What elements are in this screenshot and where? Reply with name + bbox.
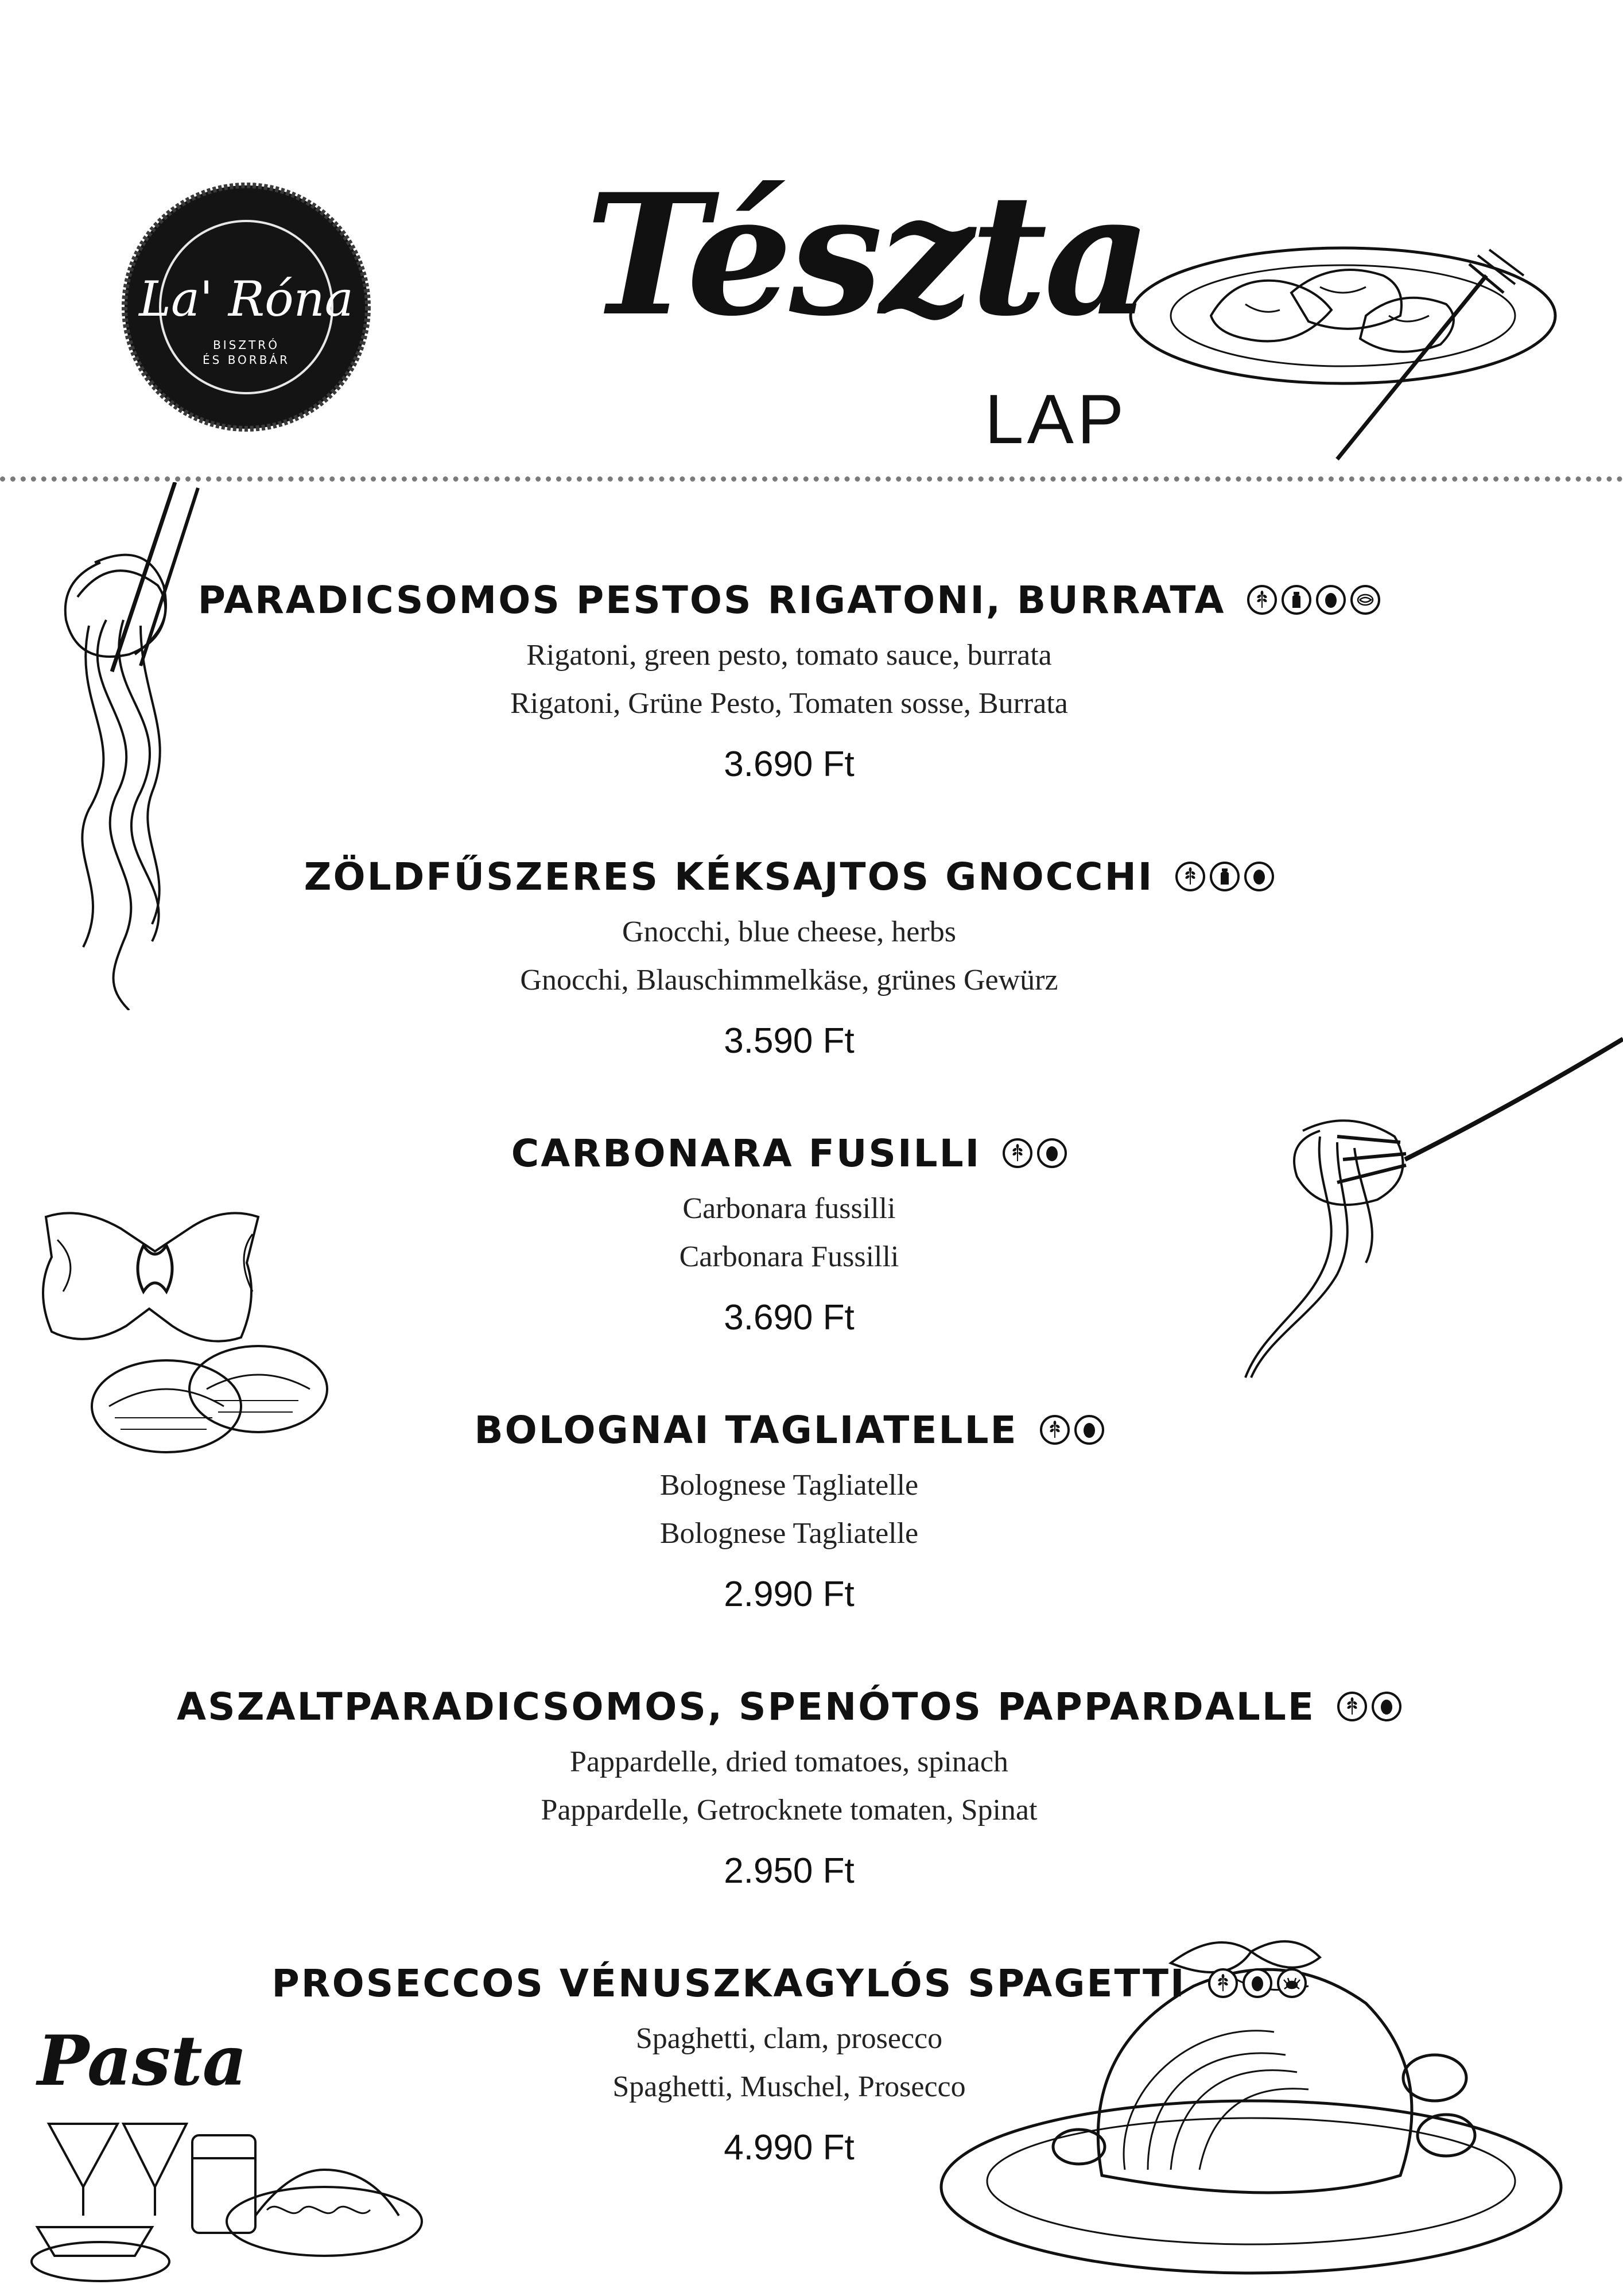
allergen-icons <box>1040 1415 1104 1445</box>
menu-item-title-row <box>172 1675 1406 1738</box>
menu-item <box>172 1122 1406 1342</box>
menu-item-price: 4.990 Ft <box>724 2128 855 2167</box>
header-divider <box>0 476 1623 482</box>
menu-item-description-en: Carbonara fussilli <box>682 1192 896 1225</box>
allergen-icons <box>1003 1138 1067 1168</box>
page-subtitle: LAP <box>984 380 1128 458</box>
menu-item-description-en: Spaghetti, clam, prosecco <box>635 2022 943 2055</box>
menu-item-description-en: Gnocchi, blue cheese, herbs <box>622 916 956 948</box>
allergen-icons <box>1247 585 1380 615</box>
allergen-icons <box>1175 862 1274 891</box>
egg-icon <box>1244 862 1274 891</box>
menu-item-description-de: Rigatoni, Grüne Pesto, Tomaten sosse, Burrata <box>510 687 1068 720</box>
logo-subtitle-1: BISZTRÓ <box>213 338 279 352</box>
nuts-icon <box>1350 585 1380 615</box>
wheat-icon <box>1040 1415 1070 1445</box>
wheat-icon <box>1337 1692 1367 1721</box>
menu-item <box>172 1398 1406 1619</box>
menu-item-description-en: Rigatoni, green pesto, tomato sauce, burrata <box>526 639 1052 672</box>
menu-item-name: ZÖLDFŰSZERES KÉKSAJTOS GNOCCHI <box>304 854 1154 899</box>
milk-icon <box>1282 585 1311 615</box>
menu-item-description-en: Bolognese Tagliatelle <box>659 1469 919 1502</box>
menu-item-title-row <box>172 845 1406 908</box>
menu-item-description-de: Bolognese Tagliatelle <box>659 1517 919 1550</box>
menu-item-name: PROSECCOS VÉNUSZKAGYLÓS SPAGETTI <box>271 1961 1186 2006</box>
allergen-icons <box>1208 1968 1307 1998</box>
milk-icon <box>1210 862 1240 891</box>
menu-item-description-de: Spaghetti, Muschel, Prosecco <box>612 2070 966 2103</box>
allergen-icons <box>1337 1692 1401 1721</box>
wheat-icon <box>1003 1138 1032 1168</box>
logo-subtitle-2: ÉS BORBÁR <box>203 353 290 367</box>
ravioli-plate-illustration <box>1119 230 1567 471</box>
menu-item-title-row <box>172 1952 1406 2015</box>
menu-item-description-de: Pappardelle, Getrocknete tomaten, Spinat <box>541 1794 1038 1826</box>
egg-icon <box>1372 1692 1401 1721</box>
restaurant-logo <box>122 183 371 432</box>
menu-item-description-de: Carbonara Fussilli <box>679 1240 899 1273</box>
menu-item-description-de: Gnocchi, Blauschimmelkäse, grünes Gewürz <box>520 964 1058 996</box>
menu-item-name: ASZALTPARADICSOMOS, SPENÓTOS PAPPARDALLE <box>176 1684 1316 1729</box>
crustacean-icon <box>1277 1968 1307 1998</box>
menu-item-name: BOLOGNAI TAGLIATELLE <box>474 1407 1018 1452</box>
menu-item <box>172 568 1406 789</box>
menu-item-title-row <box>172 1122 1406 1185</box>
menu-item <box>172 1675 1406 1895</box>
egg-icon <box>1074 1415 1104 1445</box>
egg-icon <box>1316 585 1346 615</box>
menu-item-price: 2.990 Ft <box>724 1574 855 1614</box>
wheat-icon <box>1208 1968 1238 1998</box>
menu-item-title-row <box>172 1398 1406 1461</box>
egg-icon <box>1243 1968 1272 1998</box>
menu-item-name: PARADICSOMOS PESTOS RIGATONI, BURRATA <box>197 577 1226 622</box>
wheat-icon <box>1247 585 1277 615</box>
menu-item-name: CARBONARA FUSILLI <box>511 1131 981 1176</box>
pasta-corner-label: Pasta <box>37 2020 247 2101</box>
menu-item-title-row <box>172 568 1406 631</box>
menu-item-price: 3.690 Ft <box>724 1298 855 1337</box>
menu-item-price: 3.590 Ft <box>724 1021 855 1061</box>
logo-brand-text: La' Róna <box>139 271 354 327</box>
egg-icon <box>1037 1138 1067 1168</box>
menu-item <box>172 845 1406 1065</box>
page-title: Tészta <box>585 158 1148 353</box>
menu-item-price: 3.690 Ft <box>724 744 855 784</box>
menu-list <box>172 568 1406 2228</box>
menu-item <box>172 1952 1406 2172</box>
menu-item-price: 2.950 Ft <box>724 1851 855 1891</box>
menu-item-description-en: Pappardelle, dried tomatoes, spinach <box>570 1746 1008 1778</box>
wheat-icon <box>1175 862 1205 891</box>
